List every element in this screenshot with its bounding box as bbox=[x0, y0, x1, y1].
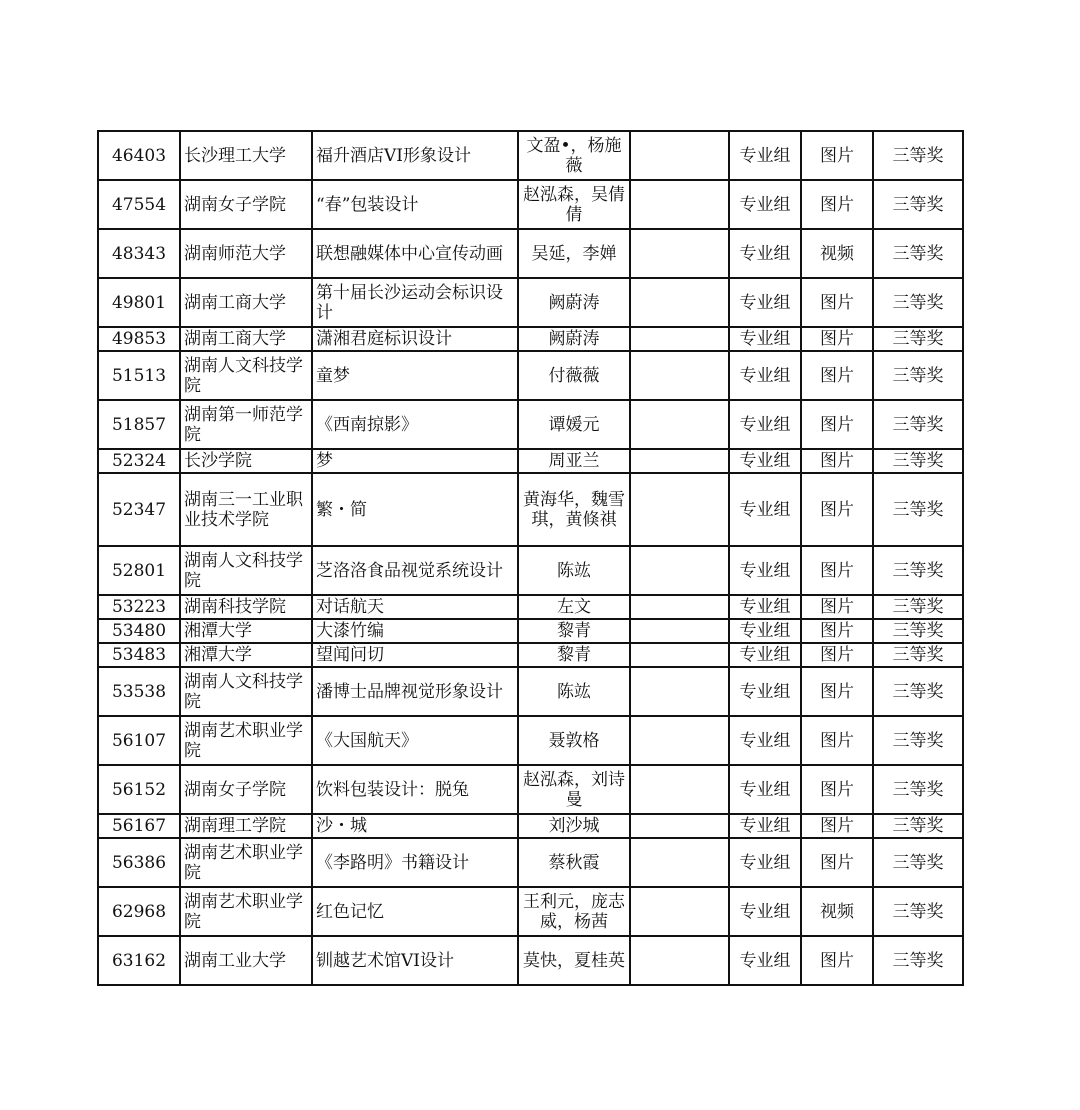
work-type: 图片 bbox=[801, 619, 873, 643]
university-name: 湖南师范大学 bbox=[180, 229, 312, 278]
author-names: 刘沙城 bbox=[518, 814, 630, 838]
work-title: “春”包装设计 bbox=[312, 180, 518, 229]
work-type: 图片 bbox=[801, 400, 873, 449]
work-title: 《西南掠影》 bbox=[312, 400, 518, 449]
table-row bbox=[98, 449, 963, 473]
university-name: 湖南科技学院 bbox=[180, 595, 312, 619]
work-type: 图片 bbox=[801, 449, 873, 473]
prize-level: 三等奖 bbox=[873, 667, 963, 716]
work-type: 图片 bbox=[801, 595, 873, 619]
work-title: 潘博士品牌视觉形象设计 bbox=[312, 667, 518, 716]
university-name: 长沙学院 bbox=[180, 449, 312, 473]
work-type: 图片 bbox=[801, 327, 873, 351]
group-name: 专业组 bbox=[729, 400, 801, 449]
author-names: 阙蔚涛 bbox=[518, 327, 630, 351]
work-title: 饮料包装设计：脱兔 bbox=[312, 765, 518, 814]
work-title: 《大国航天》 bbox=[312, 716, 518, 765]
table-row bbox=[98, 716, 963, 765]
work-title: 大漆竹编 bbox=[312, 619, 518, 643]
table-row bbox=[98, 180, 963, 229]
university-name: 湖南艺术职业学院 bbox=[180, 887, 312, 936]
entry-id: 56167 bbox=[98, 814, 180, 838]
university-name: 长沙理工大学 bbox=[180, 131, 312, 180]
table-row bbox=[98, 667, 963, 716]
author-names: 蔡秋霞 bbox=[518, 838, 630, 887]
group-name: 专业组 bbox=[729, 619, 801, 643]
university-name: 湖南艺术职业学院 bbox=[180, 838, 312, 887]
group-name: 专业组 bbox=[729, 351, 801, 400]
author-names: 赵泓森，刘诗曼 bbox=[518, 765, 630, 814]
university-name: 湖南艺术职业学院 bbox=[180, 716, 312, 765]
work-type: 图片 bbox=[801, 936, 873, 985]
table-row bbox=[98, 351, 963, 400]
note-cell bbox=[630, 546, 729, 595]
entry-id: 52324 bbox=[98, 449, 180, 473]
university-name: 湖南三一工业职业技术学院 bbox=[180, 473, 312, 546]
entry-id: 53538 bbox=[98, 667, 180, 716]
note-cell bbox=[630, 595, 729, 619]
table-row bbox=[98, 765, 963, 814]
prize-level: 三等奖 bbox=[873, 131, 963, 180]
group-name: 专业组 bbox=[729, 887, 801, 936]
prize-level: 三等奖 bbox=[873, 936, 963, 985]
university-name: 湖南理工学院 bbox=[180, 814, 312, 838]
entry-id: 48343 bbox=[98, 229, 180, 278]
university-name: 湖南人文科技学院 bbox=[180, 667, 312, 716]
author-names: 王利元，庞志威，杨茜 bbox=[518, 887, 630, 936]
university-name: 湖南人文科技学院 bbox=[180, 546, 312, 595]
entry-id: 47554 bbox=[98, 180, 180, 229]
note-cell bbox=[630, 400, 729, 449]
table-row bbox=[98, 400, 963, 449]
table-row bbox=[98, 936, 963, 985]
note-cell bbox=[630, 765, 729, 814]
university-name: 湖南女子学院 bbox=[180, 180, 312, 229]
prize-level: 三等奖 bbox=[873, 643, 963, 667]
prize-level: 三等奖 bbox=[873, 473, 963, 546]
author-names: 左文 bbox=[518, 595, 630, 619]
table-row bbox=[98, 327, 963, 351]
work-type: 图片 bbox=[801, 278, 873, 327]
prize-level: 三等奖 bbox=[873, 278, 963, 327]
entry-id: 56152 bbox=[98, 765, 180, 814]
entry-id: 51513 bbox=[98, 351, 180, 400]
entry-id: 56386 bbox=[98, 838, 180, 887]
author-names: 谭媛元 bbox=[518, 400, 630, 449]
work-type: 图片 bbox=[801, 765, 873, 814]
entry-id: 52347 bbox=[98, 473, 180, 546]
group-name: 专业组 bbox=[729, 449, 801, 473]
group-name: 专业组 bbox=[729, 716, 801, 765]
group-name: 专业组 bbox=[729, 838, 801, 887]
work-title: 第十届长沙运动会标识设计 bbox=[312, 278, 518, 327]
work-type: 图片 bbox=[801, 473, 873, 546]
university-name: 湘潭大学 bbox=[180, 643, 312, 667]
group-name: 专业组 bbox=[729, 814, 801, 838]
prize-level: 三等奖 bbox=[873, 887, 963, 936]
work-title: 钏越艺术馆VI设计 bbox=[312, 936, 518, 985]
table-row bbox=[98, 887, 963, 936]
group-name: 专业组 bbox=[729, 180, 801, 229]
university-name: 湖南工商大学 bbox=[180, 278, 312, 327]
group-name: 专业组 bbox=[729, 473, 801, 546]
author-names: 陈竑 bbox=[518, 546, 630, 595]
table-row bbox=[98, 229, 963, 278]
work-type: 图片 bbox=[801, 131, 873, 180]
university-name: 湖南第一师范学院 bbox=[180, 400, 312, 449]
entry-id: 53483 bbox=[98, 643, 180, 667]
group-name: 专业组 bbox=[729, 327, 801, 351]
prize-level: 三等奖 bbox=[873, 327, 963, 351]
table-body bbox=[98, 131, 963, 985]
work-type: 视频 bbox=[801, 229, 873, 278]
university-name: 湖南女子学院 bbox=[180, 765, 312, 814]
university-name: 湖南人文科技学院 bbox=[180, 351, 312, 400]
note-cell bbox=[630, 180, 729, 229]
prize-level: 三等奖 bbox=[873, 546, 963, 595]
author-names: 黄海华，魏雪琪，黄倏祺 bbox=[518, 473, 630, 546]
work-title: 对话航天 bbox=[312, 595, 518, 619]
work-type: 图片 bbox=[801, 643, 873, 667]
table-row bbox=[98, 278, 963, 327]
group-name: 专业组 bbox=[729, 936, 801, 985]
note-cell bbox=[630, 887, 729, 936]
work-title: 红色记忆 bbox=[312, 887, 518, 936]
prize-level: 三等奖 bbox=[873, 400, 963, 449]
awards-table bbox=[97, 130, 964, 986]
entry-id: 52801 bbox=[98, 546, 180, 595]
author-names: 文盈•，杨施薇 bbox=[518, 131, 630, 180]
prize-level: 三等奖 bbox=[873, 449, 963, 473]
entry-id: 56107 bbox=[98, 716, 180, 765]
note-cell bbox=[630, 838, 729, 887]
group-name: 专业组 bbox=[729, 643, 801, 667]
group-name: 专业组 bbox=[729, 546, 801, 595]
group-name: 专业组 bbox=[729, 765, 801, 814]
entry-id: 51857 bbox=[98, 400, 180, 449]
author-names: 吴延，李婵 bbox=[518, 229, 630, 278]
work-title: 沙・城 bbox=[312, 814, 518, 838]
note-cell bbox=[630, 229, 729, 278]
author-names: 陈竑 bbox=[518, 667, 630, 716]
group-name: 专业组 bbox=[729, 595, 801, 619]
work-title: 芝洛洛食品视觉系统设计 bbox=[312, 546, 518, 595]
author-names: 阙蔚涛 bbox=[518, 278, 630, 327]
work-title: 繁・简 bbox=[312, 473, 518, 546]
prize-level: 三等奖 bbox=[873, 814, 963, 838]
note-cell bbox=[630, 327, 729, 351]
work-title: 梦 bbox=[312, 449, 518, 473]
note-cell bbox=[630, 131, 729, 180]
prize-level: 三等奖 bbox=[873, 351, 963, 400]
author-names: 赵泓森，吴倩倩 bbox=[518, 180, 630, 229]
entry-id: 49853 bbox=[98, 327, 180, 351]
author-names: 莫快，夏桂英 bbox=[518, 936, 630, 985]
note-cell bbox=[630, 814, 729, 838]
table-row bbox=[98, 473, 963, 546]
note-cell bbox=[630, 716, 729, 765]
prize-level: 三等奖 bbox=[873, 716, 963, 765]
work-title: 福升酒店VI形象设计 bbox=[312, 131, 518, 180]
work-type: 图片 bbox=[801, 838, 873, 887]
note-cell bbox=[630, 643, 729, 667]
table-row bbox=[98, 546, 963, 595]
entry-id: 62968 bbox=[98, 887, 180, 936]
entry-id: 63162 bbox=[98, 936, 180, 985]
work-title: 《李路明》书籍设计 bbox=[312, 838, 518, 887]
work-type: 图片 bbox=[801, 667, 873, 716]
table-row bbox=[98, 595, 963, 619]
work-title: 联想融媒体中心宣传动画 bbox=[312, 229, 518, 278]
work-title: 望闻问切 bbox=[312, 643, 518, 667]
author-names: 付薇薇 bbox=[518, 351, 630, 400]
prize-level: 三等奖 bbox=[873, 180, 963, 229]
work-type: 视频 bbox=[801, 887, 873, 936]
table-row bbox=[98, 131, 963, 180]
entry-id: 46403 bbox=[98, 131, 180, 180]
university-name: 湖南工商大学 bbox=[180, 327, 312, 351]
note-cell bbox=[630, 351, 729, 400]
work-title: 童梦 bbox=[312, 351, 518, 400]
group-name: 专业组 bbox=[729, 667, 801, 716]
university-name: 湘潭大学 bbox=[180, 619, 312, 643]
group-name: 专业组 bbox=[729, 278, 801, 327]
prize-level: 三等奖 bbox=[873, 619, 963, 643]
note-cell bbox=[630, 278, 729, 327]
work-type: 图片 bbox=[801, 180, 873, 229]
note-cell bbox=[630, 473, 729, 546]
entry-id: 49801 bbox=[98, 278, 180, 327]
author-names: 聂敦格 bbox=[518, 716, 630, 765]
prize-level: 三等奖 bbox=[873, 838, 963, 887]
prize-level: 三等奖 bbox=[873, 765, 963, 814]
note-cell bbox=[630, 619, 729, 643]
prize-level: 三等奖 bbox=[873, 229, 963, 278]
note-cell bbox=[630, 667, 729, 716]
table-row bbox=[98, 643, 963, 667]
group-name: 专业组 bbox=[729, 229, 801, 278]
table-row bbox=[98, 838, 963, 887]
table-row bbox=[98, 814, 963, 838]
author-names: 黎青 bbox=[518, 619, 630, 643]
note-cell bbox=[630, 449, 729, 473]
table-row bbox=[98, 619, 963, 643]
work-type: 图片 bbox=[801, 546, 873, 595]
entry-id: 53223 bbox=[98, 595, 180, 619]
note-cell bbox=[630, 936, 729, 985]
entry-id: 53480 bbox=[98, 619, 180, 643]
work-type: 图片 bbox=[801, 716, 873, 765]
university-name: 湖南工业大学 bbox=[180, 936, 312, 985]
prize-level: 三等奖 bbox=[873, 595, 963, 619]
work-type: 图片 bbox=[801, 814, 873, 838]
group-name: 专业组 bbox=[729, 131, 801, 180]
work-title: 潇湘君庭标识设计 bbox=[312, 327, 518, 351]
work-type: 图片 bbox=[801, 351, 873, 400]
author-names: 黎青 bbox=[518, 643, 630, 667]
author-names: 周亚兰 bbox=[518, 449, 630, 473]
